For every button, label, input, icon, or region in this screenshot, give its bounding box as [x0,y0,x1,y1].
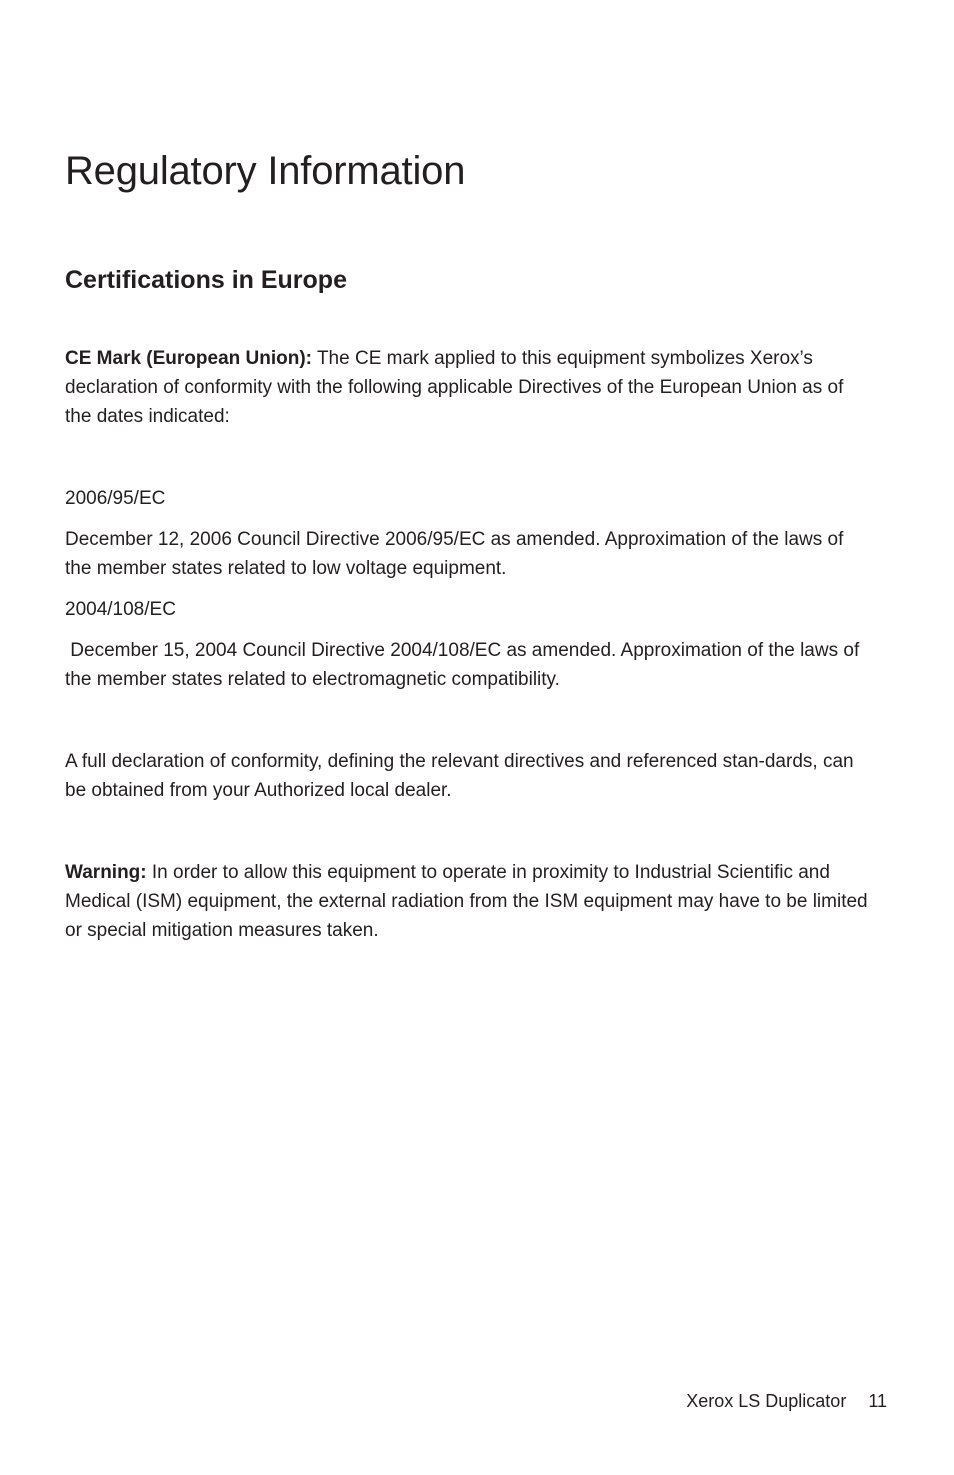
warning-text: In order to allow this equipment to operate in proximity to Industrial Scientific and Medical (ISM) equipment, the external radiation from the ISM equipment may have to be limited or special mitigation measures taken. [65,862,868,941]
directive-description: December 15, 2004 Council Directive 2004/108/EC as amended. Approximation of the laws of the member states related to electromagnetic compatibility. [65,640,860,690]
page-number: 11 [868,1391,887,1411]
ce-mark-paragraph [65,344,875,431]
page-title: Regulatory Information [65,149,466,193]
ce-mark-label: CE Mark (European Union): [65,348,313,369]
directive-description: December 12, 2006 Council Directive 2006/95/EC as amended. Approximation of the laws of the member states related to low voltage equipment. [65,529,844,579]
warning-label: Warning: [65,862,147,883]
footer-product-name: Xerox LS Duplicator [686,1391,847,1411]
section-heading: Certifications in Europe [65,266,347,294]
ce-mark-text: The CE mark applied to this equipment symbolizes Xerox’s declaration of conformity with the following applicable Directives of the European Union as of the dates indicated: [65,348,844,427]
declaration-paragraph: A full declaration of conformity, defining the relevant directives and referenced stan-dards, can be obtained from your Authorized local dealer. [65,751,854,801]
page-footer [686,1389,887,1413]
directive-code: 2004/108/EC [65,599,176,620]
warning-paragraph [65,858,875,945]
directive-code: 2006/95/EC [65,488,166,509]
